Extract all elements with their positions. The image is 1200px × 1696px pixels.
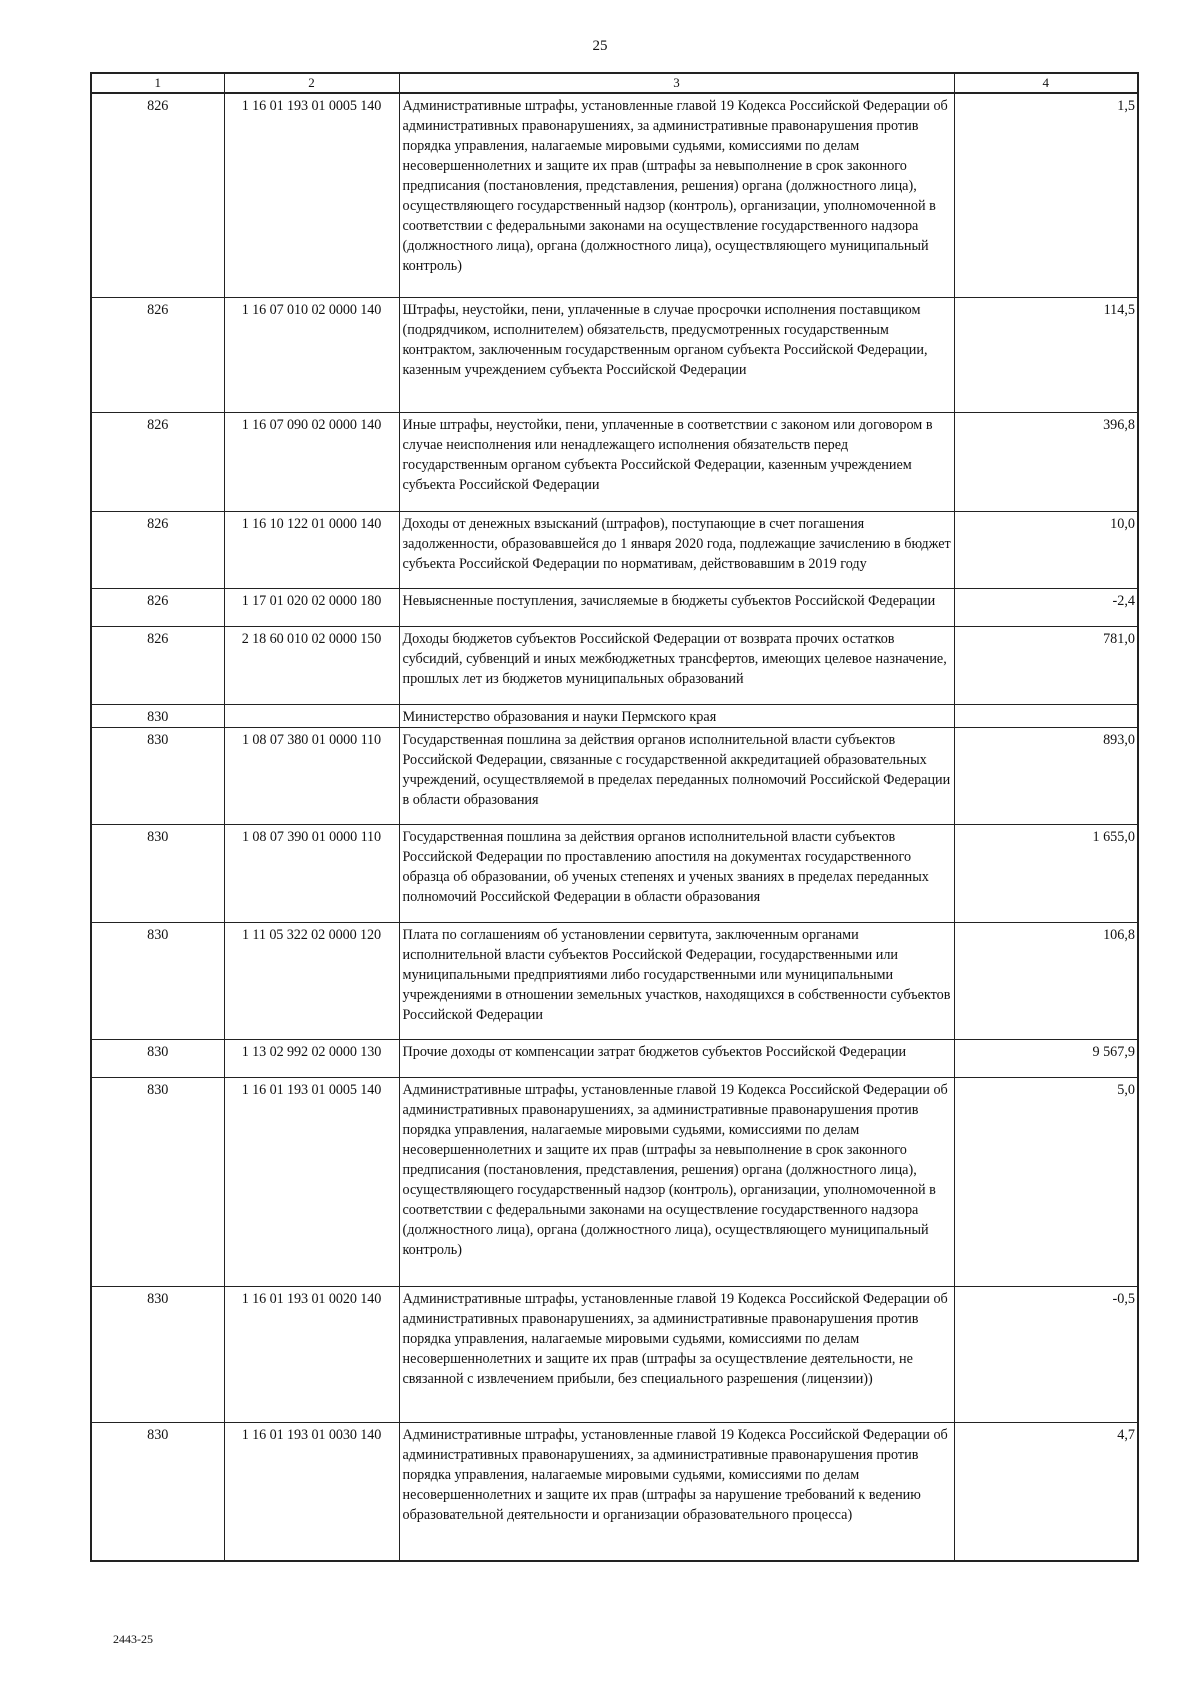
page-number: 25 — [592, 38, 608, 54]
admin-code-cell: 830 — [91, 1422, 224, 1561]
description-cell: Административные штрафы, установленные главой 19 Кодекса Российской Федерации об административных правонарушениях, за административные правонарушения против порядка управления, налагаемые мировыми судьями, комиссиями по делам несовершеннолетних и защите их прав (штрафы за нарушение требований к ведению образовательной деятельности и организации образовательного процесса) — [399, 1422, 954, 1561]
admin-code-cell: 830 — [91, 1077, 224, 1286]
admin-code-cell: 826 — [91, 626, 224, 704]
description-cell: Невыясненные поступления, зачисляемые в бюджеты субъектов Российской Федерации — [399, 588, 954, 626]
budget-code-cell: 1 16 10 122 01 0000 140 — [224, 511, 399, 588]
column-header-3: 3 — [399, 73, 954, 93]
description-cell: Доходы от денежных взысканий (штрафов), поступающие в счет погашения задолженности, образовавшейся до 1 января 2020 года, подлежащие зачислению в бюджет субъекта Российской Федерации по нормативам, действовавшим в 2019 году — [399, 511, 954, 588]
table-row — [91, 297, 1138, 412]
budget-code-cell: 1 16 01 193 01 0030 140 — [224, 1422, 399, 1561]
table-header-row — [91, 73, 1138, 93]
column-header-2: 2 — [224, 73, 399, 93]
table-row — [91, 412, 1138, 511]
budget-code-cell: 2 18 60 010 02 0000 150 — [224, 626, 399, 704]
table-row — [91, 922, 1138, 1039]
amount-cell: -2,4 — [954, 588, 1138, 626]
admin-code-cell: 830 — [91, 727, 224, 824]
amount-cell: 781,0 — [954, 626, 1138, 704]
amount-cell: 1,5 — [954, 93, 1138, 297]
budget-code-cell: 1 16 07 090 02 0000 140 — [224, 412, 399, 511]
admin-code-cell: 826 — [91, 412, 224, 511]
budget-code-cell: 1 11 05 322 02 0000 120 — [224, 922, 399, 1039]
admin-code-cell: 830 — [91, 1286, 224, 1422]
description-cell: Государственная пошлина за действия органов исполнительной власти субъектов Российской Федерации, связанные с государственной аккредитацией образовательных учреждений, осуществляемой в пределах переданных полномочий Российской Федерации в области образования — [399, 727, 954, 824]
table-row — [91, 1039, 1138, 1077]
table-row — [91, 1422, 1138, 1561]
admin-code-cell: 826 — [91, 297, 224, 412]
admin-code-cell: 826 — [91, 588, 224, 626]
description-cell: Административные штрафы, установленные главой 19 Кодекса Российской Федерации об административных правонарушениях, за административные правонарушения против порядка управления, налагаемые мировыми судьями, комиссиями по делам несовершеннолетних и защите их прав (штрафы за невыполнение в срок законного предписания (постановления, представления, решения) органа (должностного лица), осуществляющего государственный надзор (контроль), организации, уполномоченной в соответствии с федеральными законами на осуществление государственного надзора (должностного лица), органа (должностного лица), осуществляющего муниципальный контроль) — [399, 1077, 954, 1286]
description-cell: Доходы бюджетов субъектов Российской Федерации от возврата прочих остатков субсидий, субвенций и иных межбюджетных трансфертов, имеющих целевое назначение, прошлых лет из бюджетов муниципальных образований — [399, 626, 954, 704]
amount-cell: 106,8 — [954, 922, 1138, 1039]
admin-code-cell: 830 — [91, 704, 224, 727]
amount-cell: 396,8 — [954, 412, 1138, 511]
admin-code-cell: 826 — [91, 511, 224, 588]
description-cell: Государственная пошлина за действия органов исполнительной власти субъектов Российской Федерации по проставлению апостиля на документах государственного образца об образовании, об ученых степенях и ученых званиях в пределах переданных полномочий Российской Федерации в области образования — [399, 824, 954, 922]
admin-code-cell: 830 — [91, 824, 224, 922]
budget-code-cell — [224, 704, 399, 727]
table-row — [91, 727, 1138, 824]
budget-code-cell: 1 08 07 390 01 0000 110 — [224, 824, 399, 922]
ministry-name-cell: Министерство образования и науки Пермского края — [399, 704, 954, 727]
budget-code-cell: 1 13 02 992 02 0000 130 — [224, 1039, 399, 1077]
table-row — [91, 1077, 1138, 1286]
table-row — [91, 93, 1138, 297]
revenue-table-container — [90, 72, 1137, 1562]
description-cell: Штрафы, неустойки, пени, уплаченные в случае просрочки исполнения поставщиком (подрядчиком, исполнителем) обязательств, предусмотренных государственным контрактом, заключенным государственным органом субъекта Российской Федерации, казенным учреждением субъекта Российской Федерации — [399, 297, 954, 412]
budget-code-cell: 1 16 07 010 02 0000 140 — [224, 297, 399, 412]
budget-code-cell: 1 17 01 020 02 0000 180 — [224, 588, 399, 626]
budget-code-cell: 1 16 01 193 01 0005 140 — [224, 93, 399, 297]
table-row — [91, 1286, 1138, 1422]
document-code: 2443-25 — [113, 1632, 153, 1646]
table-row — [91, 626, 1138, 704]
revenue-table — [90, 72, 1139, 1562]
amount-cell — [954, 704, 1138, 727]
description-cell: Плата по соглашениям об установлении сервитута, заключенным органами исполнительной власти субъектов Российской Федерации, государственными или муниципальными предприятиями либо государственными или муниципальными учреждениями в отношении земельных участков, находящихся в собственности субъектов Российской Федерации — [399, 922, 954, 1039]
amount-cell: 893,0 — [954, 727, 1138, 824]
amount-cell: 1 655,0 — [954, 824, 1138, 922]
amount-cell: 5,0 — [954, 1077, 1138, 1286]
column-header-1: 1 — [91, 73, 224, 93]
table-row — [91, 511, 1138, 588]
table-row — [91, 824, 1138, 922]
budget-code-cell: 1 16 01 193 01 0005 140 — [224, 1077, 399, 1286]
amount-cell: 114,5 — [954, 297, 1138, 412]
admin-code-cell: 830 — [91, 922, 224, 1039]
table-row — [91, 704, 1138, 727]
table-row — [91, 588, 1138, 626]
description-cell: Прочие доходы от компенсации затрат бюджетов субъектов Российской Федерации — [399, 1039, 954, 1077]
admin-code-cell: 830 — [91, 1039, 224, 1077]
budget-code-cell: 1 16 01 193 01 0020 140 — [224, 1286, 399, 1422]
description-cell: Иные штрафы, неустойки, пени, уплаченные в соответствии с законом или договором в случае неисполнения или ненадлежащего исполнения обязательств перед государственным органом субъекта Российской Федерации, казенным учреждением субъекта Российской Федерации — [399, 412, 954, 511]
column-header-4: 4 — [954, 73, 1138, 93]
description-cell: Административные штрафы, установленные главой 19 Кодекса Российской Федерации об административных правонарушениях, за административные правонарушения против порядка управления, налагаемые мировыми судьями, комиссиями по делам несовершеннолетних и защите их прав (штрафы за невыполнение в срок законного предписания (постановления, представления, решения) органа (должностного лица), осуществляющего государственный надзор (контроль), организации, уполномоченной в соответствии с федеральными законами на осуществление государственного надзора (должностного лица), органа (должностного лица), осуществляющего муниципальный контроль) — [399, 93, 954, 297]
description-cell: Административные штрафы, установленные главой 19 Кодекса Российской Федерации об административных правонарушениях, за административные правонарушения против порядка управления, налагаемые мировыми судьями, комиссиями по делам несовершеннолетних и защите их прав (штрафы за осуществление деятельности, не связанной с извлечением прибыли, без специального разрешения (лицензии)) — [399, 1286, 954, 1422]
amount-cell: 10,0 — [954, 511, 1138, 588]
admin-code-cell: 826 — [91, 93, 224, 297]
budget-code-cell: 1 08 07 380 01 0000 110 — [224, 727, 399, 824]
amount-cell: 9 567,9 — [954, 1039, 1138, 1077]
amount-cell: 4,7 — [954, 1422, 1138, 1561]
amount-cell: -0,5 — [954, 1286, 1138, 1422]
